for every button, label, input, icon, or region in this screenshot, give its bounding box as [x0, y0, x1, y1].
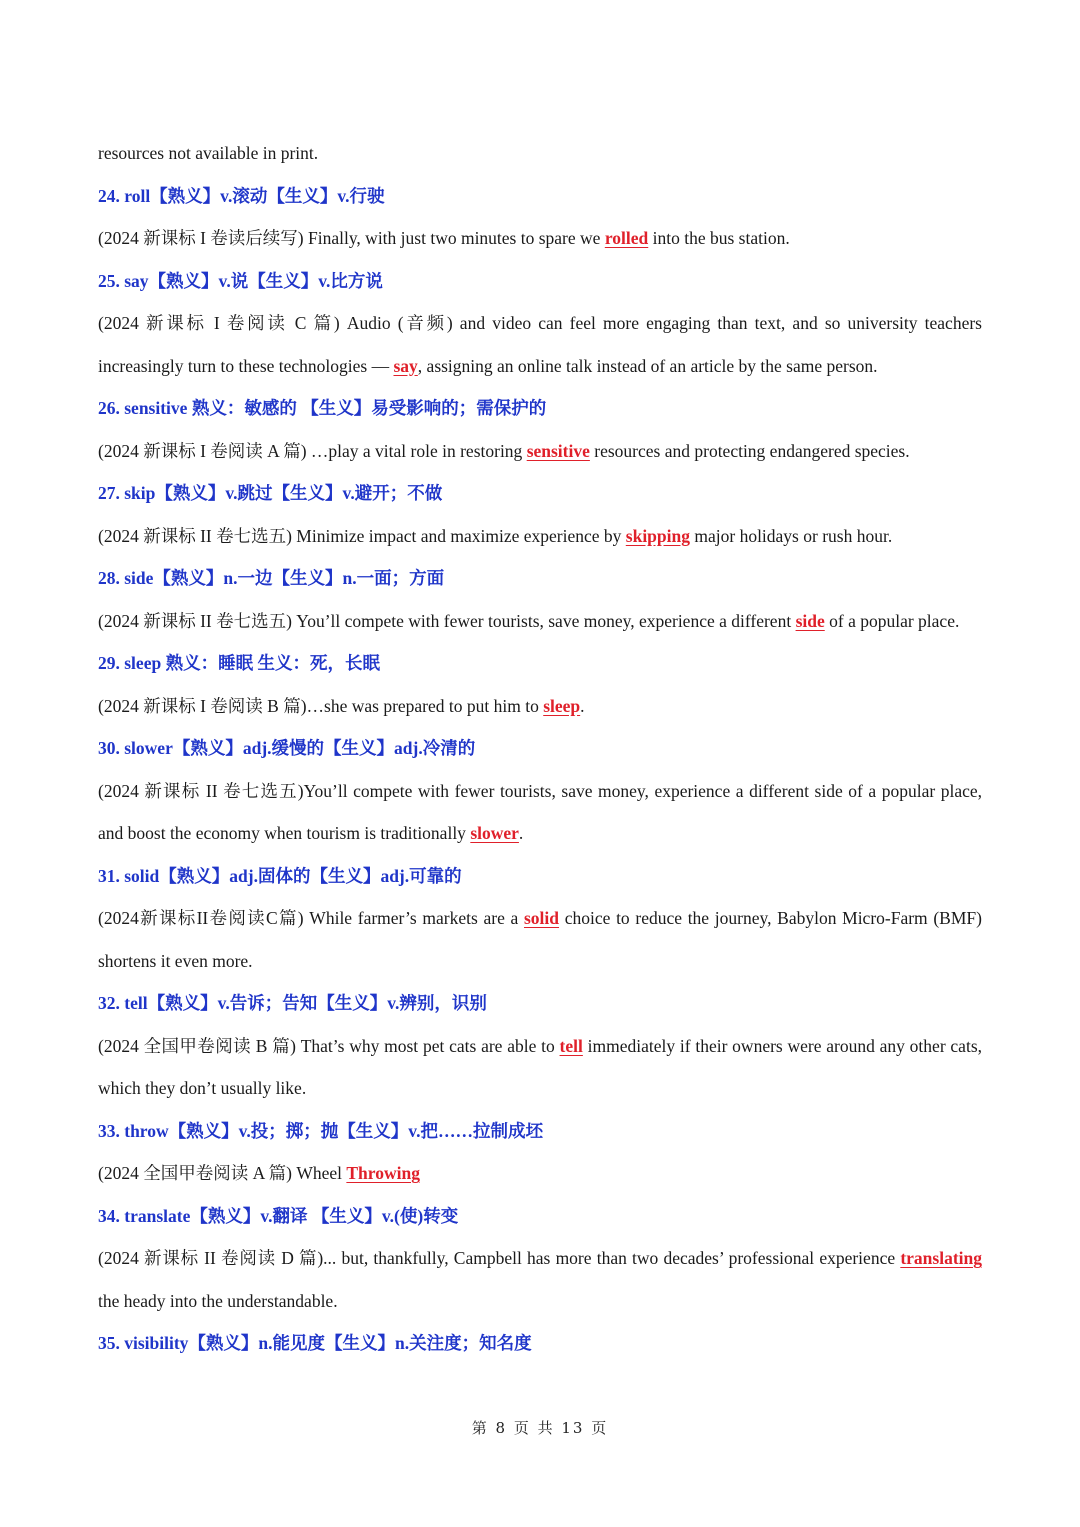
sentence-text: (2024 新课标 II 卷阅读 D 篇)... but, thankfully, Campbell has more than two decades’ professional experience: [98, 1248, 901, 1268]
sentence-text: (2024 新课标 I 卷阅读 A 篇) …play a vital role in restoring: [98, 440, 527, 461]
sentence-text: (2024 新课标 II 卷七选五)You’ll compete with fewer tourists, save money, experience a different side of a popular place, and boost the economy when tourism is traditionally: [98, 780, 982, 843]
sentence-text: (2024 新课标 II 卷七选五) Minimize impact and maximize experience by: [98, 525, 626, 546]
example-sentence: [98, 600, 982, 643]
entry-heading: 29. sleep 熟义：睡眠 生义：死，长眠: [98, 653, 380, 673]
sentence-text: .: [580, 695, 585, 716]
highlighted-keyword: sleep: [543, 695, 581, 716]
sentence-text: immediately if their owners were around any other cats, which they don’t usually like.: [98, 1035, 982, 1098]
sentence-text: major holidays or rush hour.: [690, 525, 893, 546]
sentence-text: , assigning an online talk instead of an article by the same person.: [417, 355, 878, 376]
entry-heading: 26. sensitive 熟义：敏感的 【生义】易受影响的；需保护的: [98, 398, 547, 418]
document-body: [98, 132, 982, 1365]
example-sentence: [98, 217, 982, 260]
highlighted-keyword: rolled: [604, 228, 649, 248]
entry-heading: 35. visibility【熟义】n.能见度【生义】n.关注度；知名度: [98, 1333, 532, 1353]
highlighted-keyword: slower: [470, 823, 519, 843]
example-sentence: [98, 1025, 982, 1110]
example-sentence: [98, 1237, 982, 1322]
example-sentence: [98, 685, 982, 728]
example-sentence: [98, 430, 982, 473]
highlighted-keyword: sensitive: [526, 440, 590, 461]
example-sentence: [98, 1152, 982, 1195]
sentence-text: (2024 新课标 II 卷七选五) You’ll compete with fewer tourists, save money, experience a different: [98, 610, 796, 631]
highlighted-keyword: Throwing: [346, 1163, 420, 1183]
sentence-text: (2024 全国甲卷阅读 A 篇) Wheel: [98, 1163, 347, 1183]
entry-heading: 24. roll【熟义】v.滚动【生义】v.行驶: [98, 185, 385, 206]
sentence-text: resources not available in print.: [98, 143, 319, 163]
entry-heading: 25. say【熟义】v.说【生义】v.比方说: [98, 270, 383, 291]
highlighted-keyword: side: [795, 610, 825, 631]
entry-heading: 27. skip【熟义】v.跳过【生义】v.避开；不做: [98, 483, 443, 503]
highlighted-keyword: solid: [524, 908, 560, 928]
highlighted-keyword: translating: [900, 1248, 982, 1268]
sentence-text: (2024 新课标 I 卷阅读 C 篇) Audio (音频) and video can feel more engaging than text, and so university teachers increasingly turn to these technologies —: [98, 313, 982, 376]
sentence-text: (2024新课标II卷阅读C篇) While farmer’s markets are a: [98, 908, 524, 928]
sentence-text: (2024 全国甲卷阅读 B 篇) That’s why most pet cats are able to: [98, 1035, 560, 1056]
entry-heading: 30. slower【熟义】adj.缓慢的【生义】adj.冷清的: [98, 738, 476, 758]
sentence-text: of a popular place.: [824, 610, 960, 631]
sentence-text: (2024 新课标 I 卷读后续写) Finally, with just two minutes to spare we: [98, 228, 605, 248]
sentence-text: the heady into the understandable.: [98, 1290, 338, 1311]
highlighted-keyword: skipping: [625, 525, 690, 546]
page-footer: 第 8 页 共 13 页: [471, 1419, 609, 1437]
sentence-text: .: [518, 823, 524, 843]
example-sentence: [98, 770, 982, 855]
example-sentence: [98, 302, 982, 387]
sentence-text: choice to reduce the journey, Babylon Micro-Farm (BMF) shortens it even more.: [98, 908, 982, 971]
sentence-text: (2024 新课标 I 卷阅读 B 篇)…she was prepared to put him to: [98, 695, 544, 716]
highlighted-keyword: say: [393, 355, 418, 376]
entry-heading: 32. tell【熟义】v.告诉；告知【生义】v.辨别，识别: [98, 993, 487, 1013]
entry-heading: 31. solid【熟义】adj.固体的【生义】adj.可靠的: [98, 865, 462, 886]
entry-heading: 33. throw【熟义】v.投；掷；抛【生义】v.把……拉制成坯: [98, 1120, 543, 1141]
example-sentence: [98, 515, 982, 558]
entry-heading: 34. translate【熟义】v.翻译 【生义】v.(使)转变: [98, 1205, 459, 1226]
highlighted-keyword: tell: [559, 1035, 583, 1056]
sentence-text: resources and protecting endangered species.: [589, 440, 910, 461]
example-sentence: [98, 897, 982, 982]
sentence-text: into the bus station.: [648, 228, 790, 248]
entry-heading: 28. side【熟义】n.一边【生义】n.一面；方面: [98, 568, 445, 588]
example-sentence: [98, 132, 982, 175]
